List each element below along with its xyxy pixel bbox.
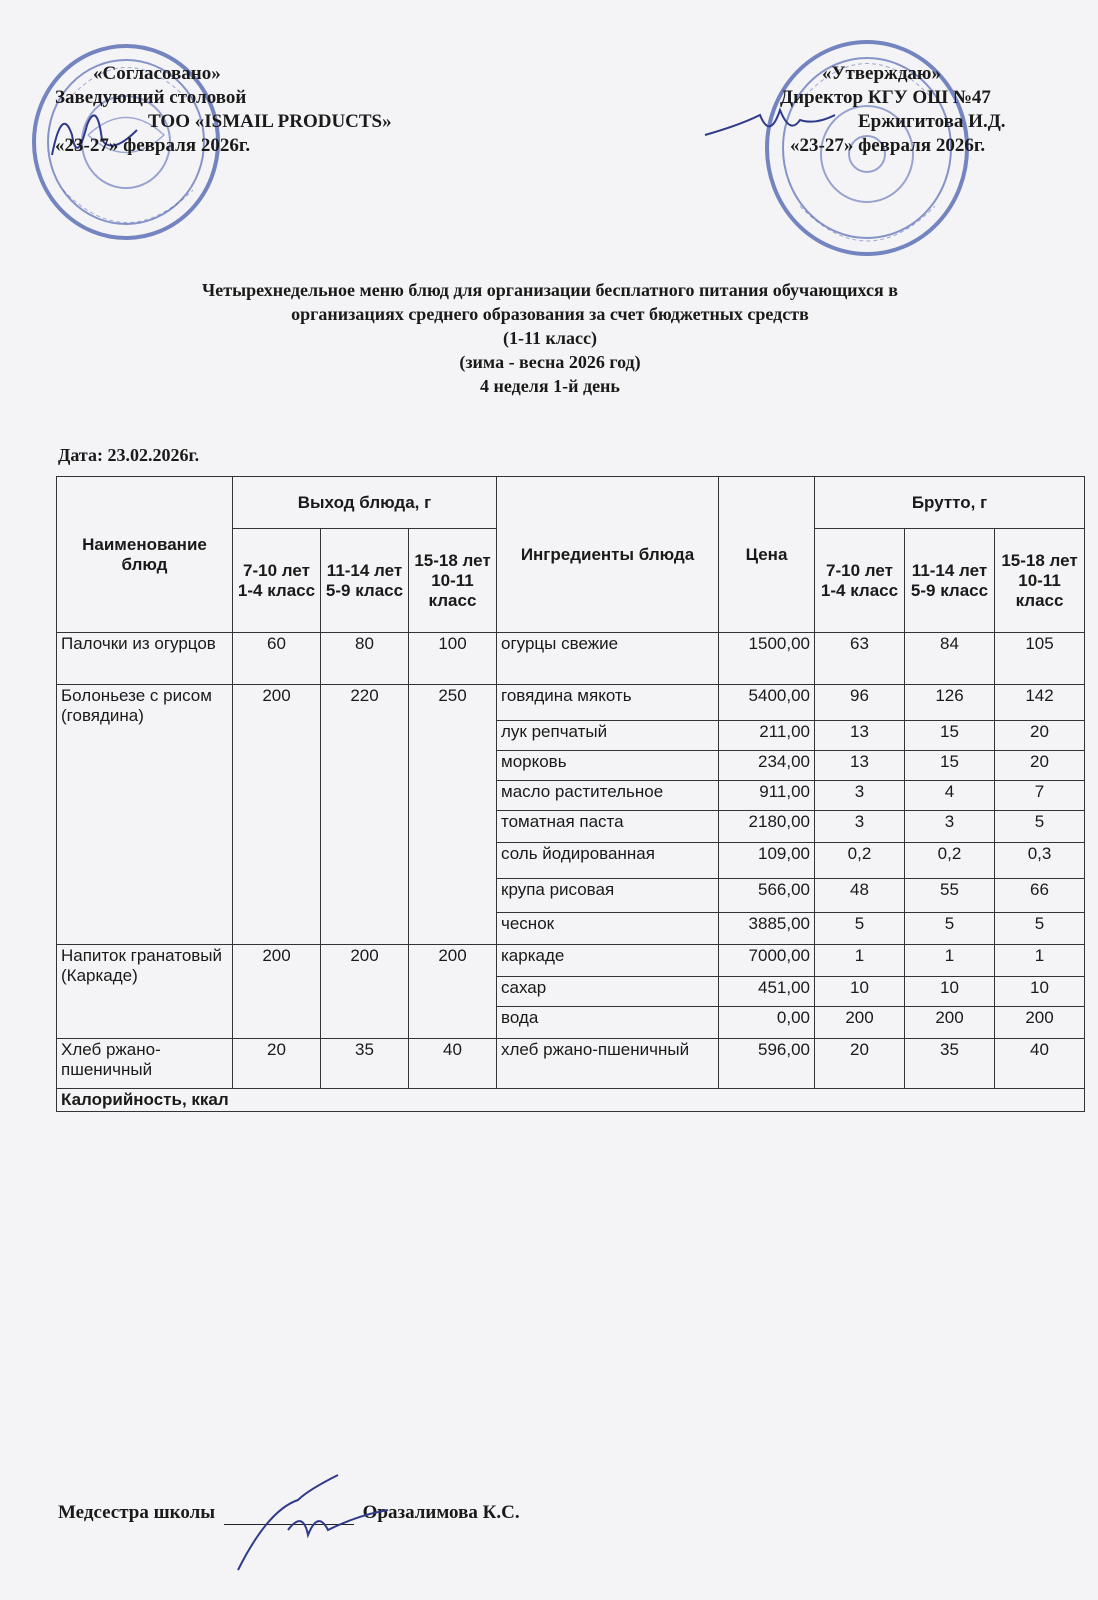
- signature-nurse: [228, 1470, 398, 1590]
- gross-weight-value: 15: [905, 751, 995, 781]
- gross-weight-value: 20: [995, 751, 1085, 781]
- ingredient-price: 0,00: [719, 1007, 815, 1039]
- header-ingredients: Ингредиенты блюда: [497, 477, 719, 633]
- dish-output-value: 200: [321, 945, 409, 1039]
- dish-output-value: 100: [409, 633, 497, 685]
- header-age-7-10: 7-10 лет 1-4 класс: [233, 529, 321, 633]
- gross-weight-value: 13: [815, 721, 905, 751]
- gross-weight-value: 66: [995, 879, 1085, 913]
- gross-weight-value: 13: [815, 751, 905, 781]
- ingredient-price: 109,00: [719, 843, 815, 879]
- menu-table: [56, 476, 1085, 1112]
- signature-underline: [224, 1502, 354, 1525]
- header-gross: Брутто, г: [815, 477, 1085, 529]
- nurse-label: Медсестра школы: [58, 1502, 216, 1523]
- gross-weight-value: 0,2: [815, 843, 905, 879]
- nurse-signature-line: [58, 1502, 520, 1525]
- gross-weight-value: 15: [905, 721, 995, 751]
- dish-output-value: 60: [233, 633, 321, 685]
- ingredient-price: 7000,00: [719, 945, 815, 977]
- ingredient-name: говядина мякоть: [497, 685, 719, 721]
- ingredient-name: масло растительное: [497, 781, 719, 811]
- gross-weight-value: 3: [815, 781, 905, 811]
- dish-name: Хлеб ржано-пшеничный: [57, 1039, 233, 1089]
- gross-weight-value: 7: [995, 781, 1085, 811]
- ingredient-name: хлеб ржано-пшеничный: [497, 1039, 719, 1089]
- gross-weight-value: 0,2: [905, 843, 995, 879]
- nurse-name: Оразалимова К.С.: [362, 1502, 520, 1523]
- gross-weight-value: 5: [905, 913, 995, 945]
- gross-weight-value: 0,3: [995, 843, 1085, 879]
- header-gross-age-15-18: 15-18 лет 10-11 класс: [995, 529, 1085, 633]
- gross-weight-value: 40: [995, 1039, 1085, 1089]
- approved-position: Директор КГУ ОШ №47: [780, 87, 991, 108]
- table-row: [57, 685, 1085, 721]
- ingredient-price: 911,00: [719, 781, 815, 811]
- ingredient-name: соль йодированная: [497, 843, 719, 879]
- title-line: (зима - весна 2026 год): [459, 352, 641, 372]
- ingredient-price: 451,00: [719, 977, 815, 1007]
- dish-output-value: 35: [321, 1039, 409, 1089]
- calories-label: Калорийность, ккал: [57, 1089, 1085, 1112]
- dish-output-value: 40: [409, 1039, 497, 1089]
- ingredient-price: 1500,00: [719, 633, 815, 685]
- dish-output-value: 250: [409, 685, 497, 945]
- gross-weight-value: 105: [995, 633, 1085, 685]
- gross-weight-value: 1: [995, 945, 1085, 977]
- menu-date: Дата: 23.02.2026г.: [58, 445, 200, 465]
- dish-name: Палочки из огурцов: [57, 633, 233, 685]
- gross-weight-value: 63: [815, 633, 905, 685]
- ingredient-name: каркаде: [497, 945, 719, 977]
- gross-weight-value: 4: [905, 781, 995, 811]
- header-age-15-18: 15-18 лет 10-11 класс: [409, 529, 497, 633]
- gross-weight-value: 200: [995, 1007, 1085, 1039]
- gross-weight-value: 5: [815, 913, 905, 945]
- gross-weight-value: 5: [995, 811, 1085, 843]
- gross-weight-value: 84: [905, 633, 995, 685]
- gross-weight-value: 5: [995, 913, 1085, 945]
- agreed-position: Заведующий столовой: [55, 87, 247, 108]
- title-line: Четырехнедельное меню блюд для организации бесплатного питания обучающихся в: [202, 280, 898, 300]
- table-row: [57, 633, 1085, 685]
- gross-weight-value: 3: [815, 811, 905, 843]
- gross-weight-value: 35: [905, 1039, 995, 1089]
- title-line: 4 неделя 1-й день: [480, 376, 620, 396]
- table-row: [57, 945, 1085, 977]
- dish-output-value: 220: [321, 685, 409, 945]
- ingredient-name: сахар: [497, 977, 719, 1007]
- gross-weight-value: 10: [815, 977, 905, 1007]
- ingredient-name: огурцы свежие: [497, 633, 719, 685]
- gross-weight-value: 200: [905, 1007, 995, 1039]
- header-gross-age-11-14: 11-14 лет 5-9 класс: [905, 529, 995, 633]
- approval-approved-block: [780, 62, 1006, 158]
- gross-weight-value: 3: [905, 811, 995, 843]
- ingredient-price: 5400,00: [719, 685, 815, 721]
- gross-weight-value: 96: [815, 685, 905, 721]
- header-output: Выход блюда, г: [233, 477, 497, 529]
- gross-weight-value: 20: [995, 721, 1085, 751]
- header-dish-name: Наименование блюд: [57, 477, 233, 633]
- approval-agreed-block: [55, 62, 392, 158]
- gross-weight-value: 10: [905, 977, 995, 1007]
- ingredient-name: морковь: [497, 751, 719, 781]
- agreed-date: «23-27» февраля 2026г.: [55, 135, 251, 156]
- gross-weight-value: 200: [815, 1007, 905, 1039]
- title-line: организациях среднего образования за счет бюджетных средств: [291, 304, 809, 324]
- gross-weight-value: 1: [815, 945, 905, 977]
- gross-weight-value: 10: [995, 977, 1085, 1007]
- ingredient-price: 3885,00: [719, 913, 815, 945]
- ingredient-price: 566,00: [719, 879, 815, 913]
- ingredient-price: 596,00: [719, 1039, 815, 1089]
- calories-row: [57, 1089, 1085, 1112]
- approved-name: Ержигитова И.Д.: [858, 111, 1006, 132]
- gross-weight-value: 48: [815, 879, 905, 913]
- gross-weight-value: 20: [815, 1039, 905, 1089]
- ingredient-name: томатная паста: [497, 811, 719, 843]
- gross-weight-value: 55: [905, 879, 995, 913]
- agreed-heading: «Согласовано»: [93, 63, 221, 84]
- approved-date: «23-27» февраля 2026г.: [790, 135, 986, 156]
- dish-name: Напиток гранатовый (Каркаде): [57, 945, 233, 1039]
- ingredient-name: лук репчатый: [497, 721, 719, 751]
- dish-output-value: 200: [233, 685, 321, 945]
- dish-output-value: 80: [321, 633, 409, 685]
- document-title: [60, 278, 1040, 398]
- header-price: Цена: [719, 477, 815, 633]
- gross-weight-value: 142: [995, 685, 1085, 721]
- ingredient-name: крупа рисовая: [497, 879, 719, 913]
- approved-heading: «Утверждаю»: [822, 63, 941, 84]
- ingredient-price: 234,00: [719, 751, 815, 781]
- gross-weight-value: 126: [905, 685, 995, 721]
- table-row: [57, 1039, 1085, 1089]
- ingredient-name: вода: [497, 1007, 719, 1039]
- dish-name: Болоньезе с рисом (говядина): [57, 685, 233, 945]
- dish-output-value: 200: [409, 945, 497, 1039]
- header-age-11-14: 11-14 лет 5-9 класс: [321, 529, 409, 633]
- header-gross-age-7-10: 7-10 лет 1-4 класс: [815, 529, 905, 633]
- ingredient-price: 211,00: [719, 721, 815, 751]
- menu-table-body: [57, 633, 1085, 1112]
- title-line: (1-11 класс): [503, 328, 597, 348]
- dish-output-value: 200: [233, 945, 321, 1039]
- gross-weight-value: 1: [905, 945, 995, 977]
- dish-output-value: 20: [233, 1039, 321, 1089]
- ingredient-price: 2180,00: [719, 811, 815, 843]
- agreed-company: ТОО «ISMAIL PRODUCTS»: [148, 111, 392, 132]
- ingredient-name: чеснок: [497, 913, 719, 945]
